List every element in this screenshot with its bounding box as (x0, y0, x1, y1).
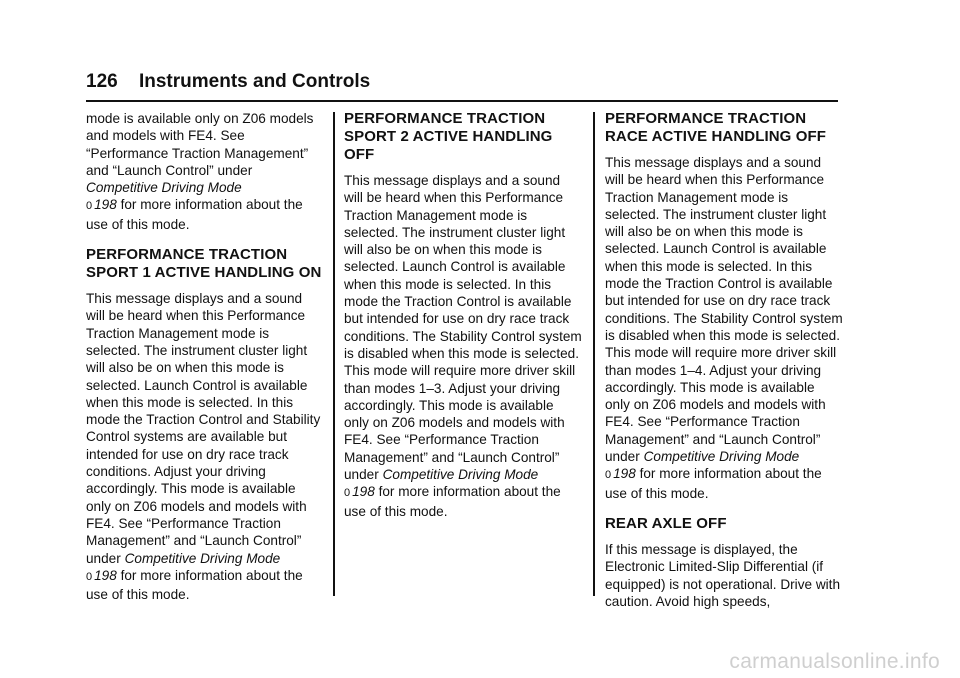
cross-reference-page[interactable]: 198 (352, 484, 375, 500)
section-title: Instruments and Controls (138, 71, 371, 92)
section-heading: PERFORMANCE TRACTION SPORT 2 ACTIVE HANDLING OFF (344, 110, 553, 163)
tail-text: for more information about the use of this mode. (86, 567, 303, 603)
section-heading: REAR AXLE OFF (605, 514, 727, 532)
cross-reference-title[interactable]: Competitive Driving Mode (124, 550, 281, 566)
body-text: This message displays and a sound will be heard when this Performance Traction Management mode is selected. The instrument cluster light will also be on when this mode is selected. Launch Control is available when this mode is selected. In this mode the Traction Control is available but intended for use on dry race track conditions. The Stability Control system is disabled when this mode is selected. This mode will require more driver skill than modes 1–3. Adjust your driving accordingly. This mode is available only on Z06 models and models with FE4. See “Performance Traction Management” and “Launch Control” under (344, 173, 582, 483)
cross-reference-title[interactable]: Competitive Driving Mode (643, 449, 800, 465)
page-reference-icon: 0 (344, 487, 351, 500)
section-body (605, 541, 843, 610)
section-body (344, 172, 582, 520)
page-number: 126 (86, 71, 118, 92)
page-reference-icon: 0 (86, 200, 93, 213)
cross-reference-title[interactable]: Competitive Driving Mode (382, 467, 539, 483)
column-divider (333, 112, 335, 596)
section-heading: PERFORMANCE TRACTION RACE ACTIVE HANDLING OFF (605, 110, 827, 145)
body-text: This message displays and a sound will be heard when this Performance Traction Management mode is selected. The instrument cluster light will also be on when this mode is selected. Launch Control is available when this mode is selected. In this mode the Traction Control is available but intended for use on dry race track conditions. The Stability Control system is disabled when this mode is selected. This mode will require more driver skill than modes 1–4. Adjust your driving accordingly. This mode is available only on Z06 models and models with FE4. See “Performance Traction Management” and “Launch Control” under (605, 155, 843, 465)
intro-text: mode is available only on Z06 models and models with FE4. See “Performance Traction Management” and “Launch Control” under (86, 111, 314, 178)
body-text: If this message is displayed, the Electronic Limited-Slip Differential (if equipped) is not operational. Drive with caution. Avoid high speeds, (605, 541, 841, 609)
column-1 (86, 110, 324, 603)
column-3 (605, 110, 843, 610)
column-2 (344, 110, 582, 520)
cross-reference-title[interactable]: Competitive Driving Mode (86, 180, 242, 196)
tail-text: for more information about the use of this mode. (344, 484, 561, 519)
page-reference-icon: 0 (86, 570, 93, 583)
watermark: carmanualsonline.info (729, 650, 940, 673)
column-divider (593, 112, 595, 596)
body-text: This message displays and a sound will be heard when this Performance Traction Management mode is selected. The instrument cluster light will also be on when this mode is selected. Launch Control is available when this mode is selected. In this mode the Traction Control and Stability Control systems are available but intended for use on dry race track conditions. Adjust your driving accordingly. This mode is available only on Z06 models and models with FE4. See “Performance Traction Management” and “Launch Control” under (86, 291, 321, 566)
intro-tail-text: for more information about the use of this mode. (86, 197, 303, 232)
intro-paragraph (86, 110, 324, 233)
section-body (86, 290, 324, 603)
page-reference-icon: 0 (605, 469, 612, 482)
page-header (86, 70, 838, 94)
cross-reference-page[interactable]: 198 (613, 466, 636, 482)
cross-reference-page[interactable]: 198 (94, 197, 117, 213)
section-body (605, 154, 843, 502)
cross-reference-page[interactable]: 198 (94, 567, 117, 583)
section-heading: PERFORMANCE TRACTION SPORT 1 ACTIVE HANDLING ON (86, 246, 322, 282)
header-rule (86, 100, 838, 102)
tail-text: for more information about the use of this mode. (605, 466, 822, 501)
